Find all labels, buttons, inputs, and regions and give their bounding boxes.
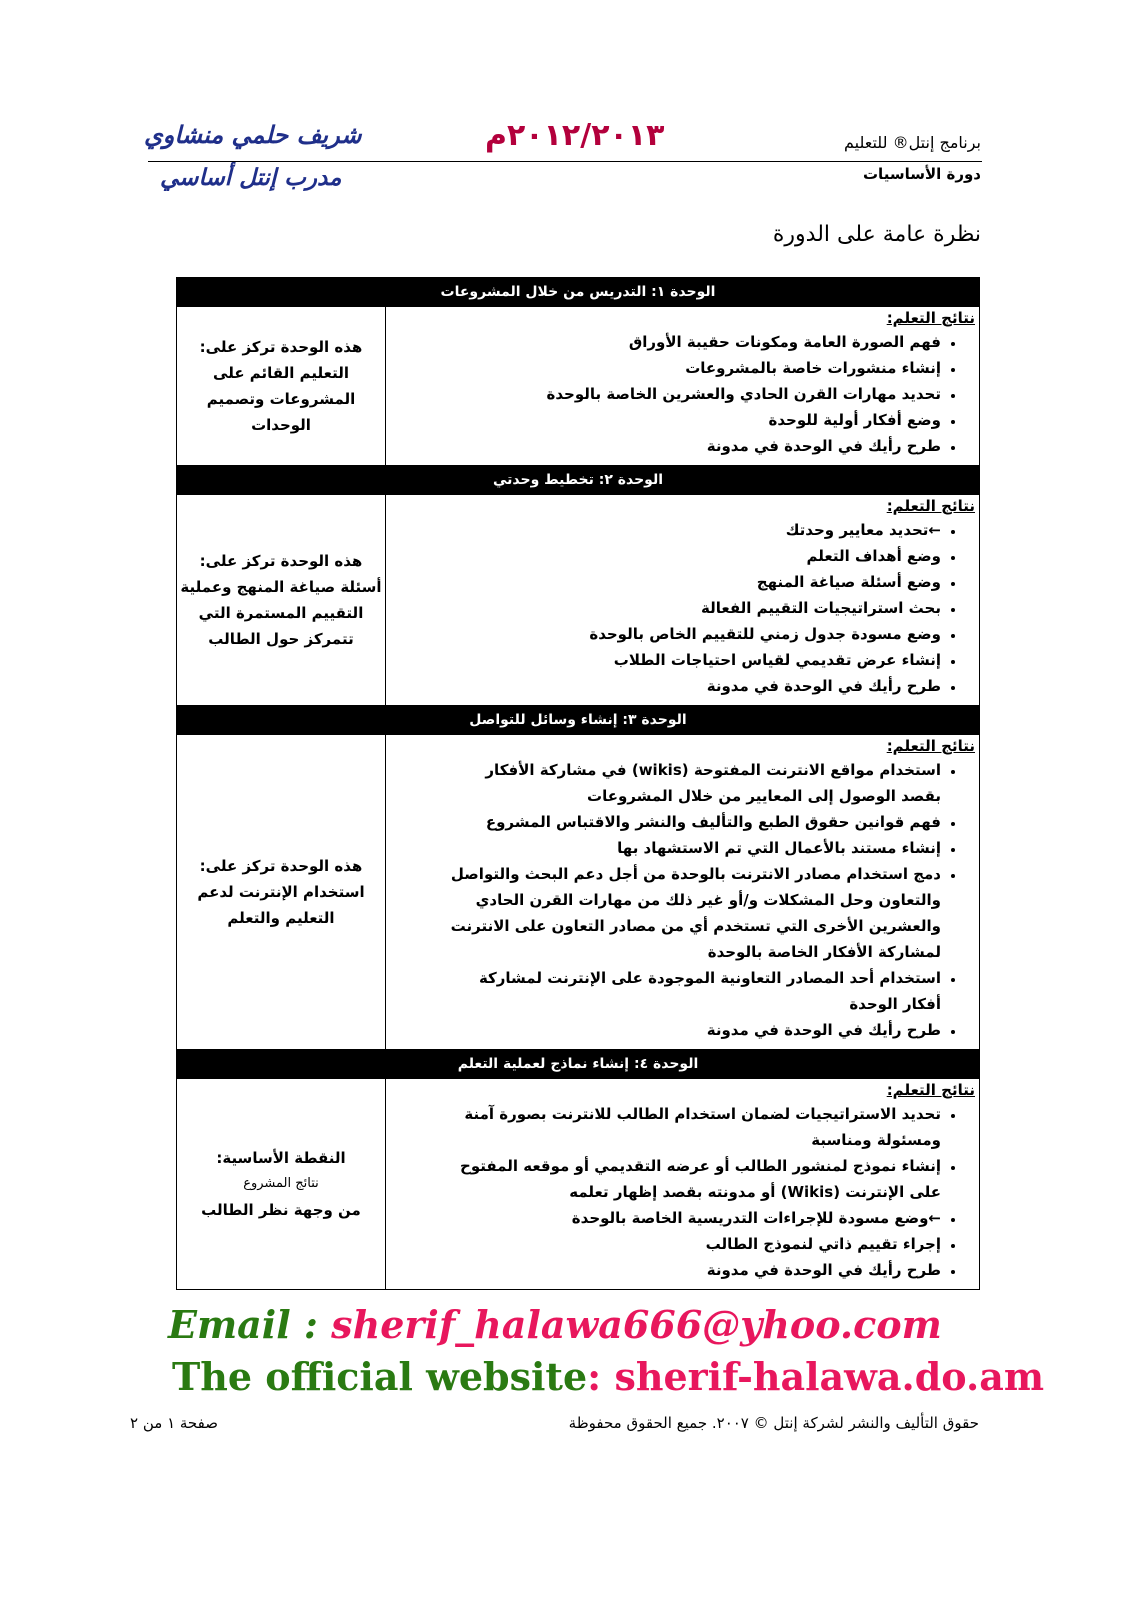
unit-2-title: الوحدة ٢: تخطيط وحدتي bbox=[177, 466, 980, 495]
focus-label: هذه الوحدة تركز على: bbox=[199, 857, 363, 875]
focus-text: استخدام الإنترنت لدعم التعليم والتعلم bbox=[197, 883, 365, 927]
focus-subtext: نتائج المشروع bbox=[243, 1176, 319, 1191]
focus-label: هذه الوحدة تركز على: bbox=[199, 338, 363, 356]
unit-2-title-row bbox=[177, 466, 980, 495]
unit-2-outcomes bbox=[386, 495, 980, 706]
list-item: • طرح رأيك في الوحدة في مدونة bbox=[446, 1017, 941, 1043]
unit-3-title-row bbox=[177, 706, 980, 735]
list-item: • إنشاء مستند بالأعمال التي تم الاستشهاد بها bbox=[446, 835, 941, 861]
course-name: دورة الأساسيات bbox=[862, 165, 981, 183]
author-name: شريف حلمي منشاوي bbox=[144, 120, 362, 149]
course-units-table bbox=[176, 277, 980, 1290]
website-line bbox=[172, 1354, 1044, 1399]
unit-3-title: الوحدة ٣: إنشاء وسائل للتواصل bbox=[177, 706, 980, 735]
email-link[interactable]: sherif_halawa666@yhoo.com bbox=[331, 1302, 942, 1347]
unit-1-title-row bbox=[177, 278, 980, 307]
website-label: The official website bbox=[172, 1354, 588, 1399]
list-item: • وضع أفكار أولية للوحدة bbox=[446, 407, 941, 433]
unit-1-outcomes bbox=[386, 307, 980, 466]
list-item: • إنشاء منشورات خاصة بالمشروعات bbox=[446, 355, 941, 381]
unit-1-focus bbox=[177, 307, 386, 466]
unit-4-title: الوحدة ٤: إنشاء نماذج لعملية التعلم bbox=[177, 1050, 980, 1079]
list-item: • بحث استراتيجيات التقييم الفعالة bbox=[446, 595, 941, 621]
copyright-notice: حقوق التأليف والنشر لشركة إنتل © ٢٠٠٧. جميع الحقوق محفوظة bbox=[568, 1414, 979, 1432]
unit-2-row bbox=[177, 495, 980, 706]
focus-label: النقطة الأساسية: bbox=[216, 1149, 346, 1167]
unit-4-row bbox=[177, 1079, 980, 1290]
list-item: • استخدام مواقع الانترنت المفتوحة (wikis) في مشاركة الأفكار بقصد الوصول إلى المعايير من خلال المشروعات bbox=[446, 757, 941, 809]
email-label: Email bbox=[168, 1302, 291, 1347]
unit-1-title: الوحدة ١: التدريس من خلال المشروعات bbox=[177, 278, 980, 307]
unit-3-outcomes bbox=[386, 735, 980, 1050]
page-title: نظرة عامة على الدورة bbox=[772, 222, 981, 247]
page-number: صفحة ١ من ٢ bbox=[130, 1414, 218, 1432]
list-item: • فهم الصورة العامة ومكونات حقيبة الأوراق bbox=[446, 329, 941, 355]
outcomes-label: نتائج التعلم: bbox=[886, 737, 975, 755]
unit-2-focus bbox=[177, 495, 386, 706]
list-item: • إنشاء عرض تقديمي لقياس احتياجات الطلاب bbox=[446, 647, 941, 673]
focus-text: من وجهة نظر الطالب bbox=[201, 1201, 361, 1219]
focus-text: التعليم القائم على المشروعات وتصميم الوحدات bbox=[206, 364, 356, 434]
focus-text: أسئلة صياغة المنهج وعملية التقييم المستمرة التي تتمركز حول الطالب bbox=[180, 578, 382, 648]
unit-4-focus bbox=[177, 1079, 386, 1290]
list-item: • وضع أهداف التعلم bbox=[446, 543, 941, 569]
academic-year: ٢٠١٢/٢٠١٣م bbox=[485, 118, 665, 153]
email-line bbox=[168, 1302, 942, 1347]
unit-1-row bbox=[177, 307, 980, 466]
list-item: • طرح رأيك في الوحدة في مدونة bbox=[446, 433, 941, 459]
list-item: • ←وضع مسودة للإجراءات التدريسية الخاصة بالوحدة bbox=[446, 1205, 941, 1231]
list-item: • ←تحديد معايير وحدتك bbox=[446, 517, 941, 543]
list-item: • طرح رأيك في الوحدة في مدونة bbox=[446, 673, 941, 699]
header-divider bbox=[148, 161, 982, 162]
list-item: • وضع أسئلة صياغة المنهج bbox=[446, 569, 941, 595]
website-link[interactable]: sherif-halawa.do.am bbox=[614, 1354, 1045, 1399]
author-role: مدرب إنتل أساسي bbox=[160, 164, 342, 191]
list-item: • استخدام أحد المصادر التعاونية الموجودة على الإنترنت لمشاركة أفكار الوحدة bbox=[446, 965, 941, 1017]
list-item: • إنشاء نموذج لمنشور الطالب أو عرضه التقديمي أو موقعه المفتوح على الإنترنت (Wikis) أو مدونته بقصد إظهار تعلمه bbox=[446, 1153, 941, 1205]
list-item: • تحديد الاستراتيجيات لضمان استخدام الطالب للانترنت بصورة آمنة ومسئولة ومناسبة bbox=[446, 1101, 941, 1153]
program-name: برنامج إنتل® للتعليم bbox=[843, 133, 981, 152]
outcomes-label: نتائج التعلم: bbox=[886, 309, 975, 327]
unit-3-row bbox=[177, 735, 980, 1050]
outcomes-label: نتائج التعلم: bbox=[886, 1081, 975, 1099]
list-item: • دمج استخدام مصادر الانترنت بالوحدة من أجل دعم البحث والتواصل والتعاون وحل المشكلات و/أو غير ذلك من مهارات القرن الحادي والعشرين الأخرى التي تستخدم أي من مصادر التعاون على الانترنت لمشاركة الأفكار الخاصة بالوحدة bbox=[446, 861, 941, 965]
focus-label: هذه الوحدة تركز على: bbox=[199, 552, 363, 570]
list-item: • إجراء تقييم ذاتي لنموذج الطالب bbox=[446, 1231, 941, 1257]
unit-4-outcomes bbox=[386, 1079, 980, 1290]
list-item: • وضع مسودة جدول زمني للتقييم الخاص بالوحدة bbox=[446, 621, 941, 647]
unit-3-focus bbox=[177, 735, 386, 1050]
list-item: • تحديد مهارات القرن الحادي والعشرين الخاصة بالوحدة bbox=[446, 381, 941, 407]
website-separator: : bbox=[587, 1354, 615, 1399]
outcomes-label: نتائج التعلم: bbox=[886, 497, 975, 515]
list-item: • فهم قوانين حقوق الطبع والتأليف والنشر والاقتباس المشروع bbox=[446, 809, 941, 835]
unit-4-title-row bbox=[177, 1050, 980, 1079]
email-separator: : bbox=[290, 1302, 332, 1347]
list-item: • طرح رأيك في الوحدة في مدونة bbox=[446, 1257, 941, 1283]
